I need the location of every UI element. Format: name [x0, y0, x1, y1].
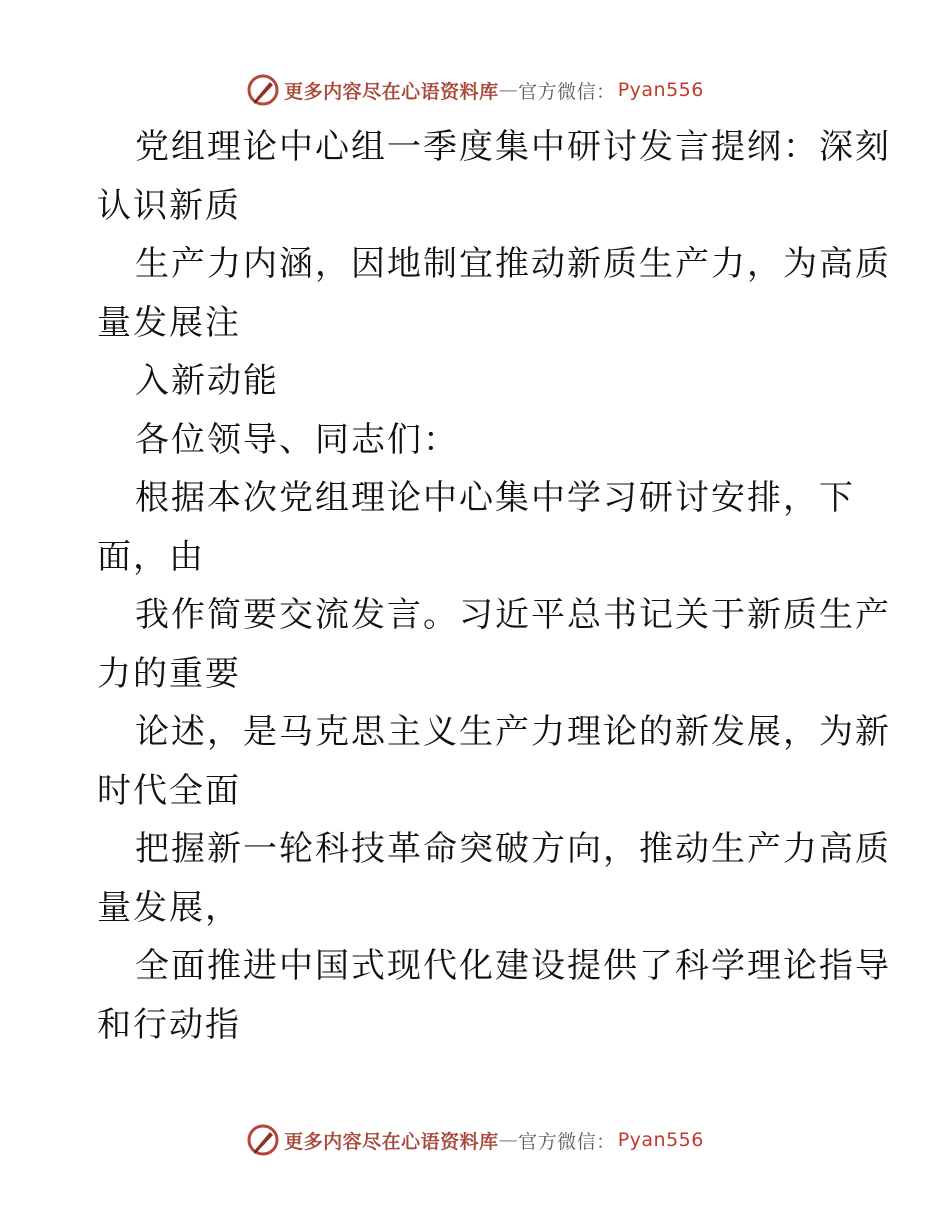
document-body [97, 118, 891, 1054]
document-line: 量发展， [97, 887, 241, 928]
document-line: 论述，是马克思主义生产力理论的新发展，为新 [135, 712, 891, 752]
document-line: 时代全面 [97, 770, 241, 811]
watermark-wechat-id: Pyan556 [617, 1129, 704, 1151]
watermark-brand: 更多内容尽在心语资料库 [284, 80, 499, 103]
document-line: 认识新质 [97, 185, 241, 226]
header-watermark [0, 70, 950, 110]
document-line: 入新动能 [135, 361, 279, 401]
document-line: 党组理论中心组一季度集中研讨发言提纲：深刻 [135, 127, 891, 167]
watermark-separator: — [498, 1129, 519, 1151]
document-line: 各位领导、同志们： [135, 419, 459, 460]
footer-watermark [0, 1120, 950, 1160]
document-line: 生产力内涵，因地制宜推动新质生产力，为高质 [135, 244, 891, 284]
document-line: 根据本次党组理论中心集中学习研讨安排，下 [135, 478, 855, 518]
document-line: 我作简要交流发言。习近平总书记关于新质生产 [135, 595, 891, 635]
document-line: 面，由 [97, 536, 205, 577]
document-line: 力的重要 [97, 653, 241, 694]
document-line: 和行动指 [97, 1004, 241, 1045]
watermark-brand: 更多内容尽在心语资料库 [284, 1130, 499, 1153]
document-line: 把握新一轮科技革命突破方向，推动生产力高质 [135, 829, 891, 869]
quill-pen-logo-icon [246, 73, 280, 107]
watermark-wechat-id: Pyan556 [617, 79, 704, 101]
quill-pen-logo-icon [246, 1123, 280, 1157]
watermark-separator: — [498, 79, 519, 101]
watermark-label: 官方微信： [518, 80, 616, 103]
document-line: 量发展注 [97, 302, 241, 343]
watermark-label: 官方微信： [518, 1130, 616, 1153]
document-line: 全面推进中国式现代化建设提供了科学理论指导 [135, 946, 891, 986]
